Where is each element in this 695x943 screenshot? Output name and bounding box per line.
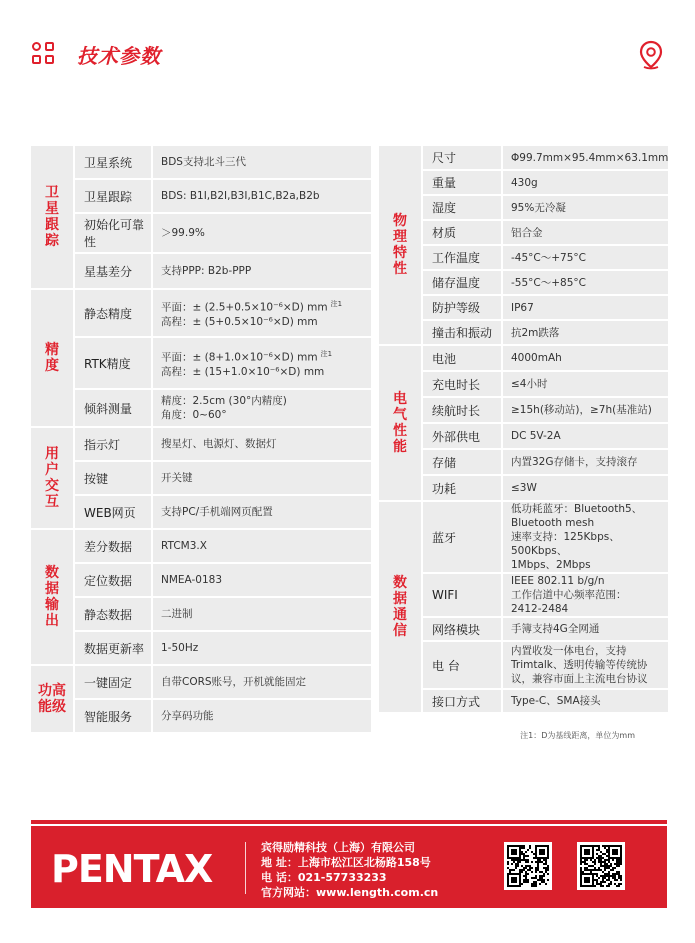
spec-label-text: 外部供电 — [432, 429, 481, 444]
company-phone: 电 话：021-57733233 — [261, 871, 387, 884]
spec-label-text: 按键 — [84, 471, 109, 486]
spec-value — [503, 196, 670, 221]
spec-label — [75, 496, 153, 530]
spec-value-line: 2412-2484 — [511, 603, 569, 615]
spec-value-line: 1Mbps、2Mbps — [511, 559, 591, 571]
spec-value — [503, 321, 670, 346]
spec-label — [423, 476, 503, 502]
spec-row — [379, 574, 670, 618]
spec-value-line: 搜星灯、电源灯、数据灯 — [161, 438, 277, 450]
spec-value-line: NMEA-0183 — [161, 574, 223, 586]
spec-label-text: 电池 — [432, 351, 457, 366]
spec-value — [153, 254, 373, 290]
category-label: 卫星跟踪 — [31, 146, 75, 290]
spec-row — [379, 246, 670, 271]
spec-value-line: -45°C～+75°C — [511, 251, 586, 264]
category-label: 用户交互 — [31, 428, 75, 530]
spec-row — [379, 146, 670, 171]
spec-value — [503, 246, 670, 271]
spec-value — [153, 700, 373, 734]
spec-value — [503, 502, 670, 574]
spec-label — [423, 321, 503, 346]
spec-label — [423, 424, 503, 450]
spec-label-text: 撞击和振动 — [432, 326, 493, 340]
spec-value-line: -55°C～+85°C — [511, 276, 586, 289]
spec-label — [423, 246, 503, 271]
spec-label — [423, 146, 503, 171]
spec-value-line: 二进制 — [161, 608, 193, 620]
spec-row — [379, 321, 670, 346]
spec-value-line: 铝合金 — [511, 226, 543, 239]
location-pin-icon — [638, 40, 664, 70]
spec-label-text: 续航时长 — [432, 403, 481, 418]
spec-label — [423, 221, 503, 246]
spec-value-line: BDS支持北斗三代 — [161, 156, 246, 168]
spec-value-line: 角度：0~60° — [161, 409, 227, 421]
spec-row — [31, 428, 373, 462]
spec-row — [379, 618, 670, 642]
spec-label-text: 智能服务 — [84, 709, 133, 724]
spec-row — [31, 254, 373, 290]
spec-value-line: Type-C、SMA接头 — [511, 695, 601, 707]
spec-value — [153, 214, 373, 254]
spec-row — [31, 598, 373, 632]
spec-label-text: 存储 — [432, 455, 457, 470]
spec-value — [503, 476, 670, 502]
spec-value — [153, 496, 373, 530]
spec-label — [423, 171, 503, 196]
spec-row — [31, 214, 373, 254]
spec-value-line: 精度：2.5cm (30°内精度) — [161, 395, 287, 407]
spec-label-text: 差分数据 — [84, 539, 133, 554]
spec-label — [423, 372, 503, 398]
spec-value — [153, 428, 373, 462]
spec-label-text: 初始化可靠性 — [84, 218, 145, 249]
spec-value — [503, 372, 670, 398]
spec-value-line: 4000mAh — [511, 352, 562, 364]
spec-value — [503, 221, 670, 246]
right-spec-table — [379, 146, 670, 714]
spec-label — [75, 632, 153, 666]
spec-row — [379, 171, 670, 196]
category-label: 精度 — [31, 290, 75, 428]
footer-divider — [245, 842, 246, 894]
company-website[interactable]: 官方网站：www.length.com.cn — [261, 886, 439, 899]
spec-label-text: 材质 — [432, 226, 457, 240]
spec-value — [153, 146, 373, 180]
category-label: 物理特性 — [379, 146, 423, 346]
spec-value — [153, 180, 373, 214]
spec-value — [153, 564, 373, 598]
spec-value — [153, 290, 373, 338]
spec-row — [31, 180, 373, 214]
spec-value-line: 1-50Hz — [161, 642, 199, 654]
company-address: 地 址：上海市松江区北杨路158号 — [261, 856, 431, 869]
spec-label-text: 一键固定 — [84, 675, 133, 690]
spec-value — [503, 146, 670, 171]
spec-value — [153, 390, 373, 428]
spec-label-text: 指示灯 — [84, 437, 121, 452]
spec-value — [503, 618, 670, 642]
spec-row — [31, 700, 373, 734]
spec-value-line: IEEE 802.11 b/g/n — [511, 575, 605, 587]
category-label: 数据输出 — [31, 530, 75, 666]
spec-row — [31, 462, 373, 496]
spec-label-text: 工作温度 — [432, 251, 481, 265]
spec-label-text: 尺寸 — [432, 151, 457, 165]
spec-label — [75, 598, 153, 632]
spec-label-text: WIFI — [432, 588, 458, 602]
spec-label — [75, 564, 153, 598]
spec-label — [75, 666, 153, 700]
spec-label-text: 卫星跟踪 — [84, 189, 133, 204]
spec-value-line: 支持PPP: B2b-PPP — [161, 265, 252, 277]
spec-label-text: 倾斜测量 — [84, 401, 133, 416]
spec-value-line: 低功耗蓝牙：Bluetooth5、 — [511, 503, 643, 515]
spec-label — [423, 502, 503, 574]
spec-row — [31, 530, 373, 564]
spec-row — [379, 346, 670, 372]
spec-value — [503, 424, 670, 450]
spec-row — [379, 502, 670, 574]
spec-label — [423, 642, 503, 690]
spec-value-line: ＞99.9% — [161, 227, 205, 239]
spec-label — [75, 428, 153, 462]
spec-row — [379, 196, 670, 221]
spec-label-text: 湿度 — [432, 201, 457, 215]
spec-value — [503, 296, 670, 321]
spec-value-line: 高程：± (5+0.5×10⁻⁶×D) mm — [161, 315, 318, 328]
spec-label-text: 定位数据 — [84, 573, 133, 588]
spec-value-line: 支持PC/手机端网页配置 — [161, 506, 273, 518]
qr-code-icon[interactable] — [577, 842, 625, 890]
footer-accent-bar — [31, 820, 667, 824]
page-header — [30, 38, 670, 74]
spec-row — [31, 496, 373, 530]
spec-value — [503, 642, 670, 690]
spec-value-line: 内置32G存储卡，支持滚存 — [511, 456, 638, 468]
spec-label — [75, 214, 153, 254]
spec-label-text: 静态数据 — [84, 607, 133, 622]
spec-row — [31, 632, 373, 666]
spec-label — [75, 700, 153, 734]
spec-row — [379, 398, 670, 424]
spec-row — [379, 642, 670, 690]
footnote-marker: 注1 — [320, 350, 333, 359]
spec-label-text: 重量 — [432, 176, 457, 190]
spec-label — [75, 338, 153, 390]
spec-value-line: 自带CORS账号，开机就能固定 — [161, 676, 307, 688]
spec-row — [31, 390, 373, 428]
spec-row — [379, 296, 670, 321]
spec-label-text: 功耗 — [432, 481, 457, 496]
spec-row — [379, 690, 670, 714]
spec-label-text: 静态精度 — [84, 306, 133, 321]
spec-value — [153, 598, 373, 632]
spec-row — [379, 424, 670, 450]
spec-value-line: 速率支持：125Kbps、500Kbps、 — [511, 531, 620, 557]
spec-value-line: Bluetooth mesh — [511, 517, 595, 529]
spec-value — [503, 450, 670, 476]
spec-label-text: 数据更新率 — [84, 641, 145, 656]
spec-value-line: ≤3W — [511, 482, 537, 494]
spec-value — [503, 346, 670, 372]
spec-value — [153, 462, 373, 496]
spec-value-line: IP67 — [511, 301, 534, 314]
spec-label-text: 防护等级 — [432, 301, 481, 315]
spec-label-text: 接口方式 — [432, 694, 481, 709]
spec-value — [153, 666, 373, 700]
spec-label — [75, 180, 153, 214]
company-name: 宾得励精科技（上海）有限公司 — [261, 841, 415, 854]
spec-label-text: RTK精度 — [84, 356, 131, 371]
spec-row — [31, 338, 373, 390]
spec-value-line: 分享码功能 — [161, 710, 214, 722]
spec-label — [75, 462, 153, 496]
category-label: 数据通信 — [379, 502, 423, 714]
spec-row — [379, 476, 670, 502]
spec-value-line: ≤4小时 — [511, 378, 548, 390]
spec-label — [423, 196, 503, 221]
grid-logo-icon — [32, 42, 56, 66]
spec-value-line: 抗2m跌落 — [511, 326, 560, 339]
spec-row — [31, 290, 373, 338]
spec-value-line: 工作信道中心频率范围： — [511, 589, 627, 601]
spec-value-line: 议，兼容市面上主流电台协议 — [511, 673, 648, 685]
spec-label-text: 蓝牙 — [432, 530, 457, 545]
spec-label-text: 充电时长 — [432, 377, 481, 392]
spec-value-line: 内置收发一体电台，支持 — [511, 645, 627, 657]
spec-label — [75, 254, 153, 290]
page-title: 技术参数 — [77, 44, 161, 68]
spec-label — [423, 296, 503, 321]
spec-value — [153, 530, 373, 564]
spec-row — [379, 221, 670, 246]
spec-row — [379, 450, 670, 476]
spec-value-line: ≥15h(移动站)，≥7h(基准站) — [511, 404, 652, 416]
spec-value-line: 手簿支持4G全网通 — [511, 623, 600, 635]
spec-label — [75, 530, 153, 564]
spec-value-line: DC 5V-2A — [511, 430, 561, 442]
spec-label — [423, 450, 503, 476]
spec-value-line: RTCM3.X — [161, 540, 207, 552]
spec-label-text: 网络模块 — [432, 622, 481, 637]
spec-label — [423, 398, 503, 424]
spec-value-line: 高程：± (15+1.0×10⁻⁶×D) mm — [161, 365, 325, 378]
qr-code-icon[interactable] — [504, 842, 552, 890]
spec-label-text: 电 台 — [432, 658, 460, 673]
spec-label — [423, 618, 503, 642]
left-spec-table — [31, 146, 373, 734]
spec-value-line: Φ99.7mm×95.4mm×63.1mm — [511, 151, 669, 164]
spec-value — [153, 632, 373, 666]
spec-value — [503, 690, 670, 714]
spec-row — [31, 564, 373, 598]
spec-label — [75, 146, 153, 180]
footnote-marker: 注1 — [330, 300, 343, 309]
spec-value — [503, 271, 670, 296]
company-info — [261, 840, 438, 900]
footer — [31, 826, 667, 908]
spec-row — [379, 372, 670, 398]
spec-value-line: 平面：± (8+1.0×10⁻⁶×D) mm $^{注1}$ — [161, 350, 333, 364]
spec-label — [75, 290, 153, 338]
spec-label — [423, 690, 503, 714]
spec-label-text: WEB网页 — [84, 505, 136, 520]
spec-row — [31, 146, 373, 180]
spec-row — [379, 271, 670, 296]
spec-label-text: 储存温度 — [432, 276, 481, 290]
category-label: 功高能级 — [31, 666, 75, 734]
spec-value-line: Trimtalk、透明传输等传统协 — [511, 659, 648, 671]
brand-logo: PENTAX — [51, 847, 213, 891]
spec-label — [75, 390, 153, 428]
spec-label-text: 星基差分 — [84, 264, 133, 279]
spec-value-line: 开关键 — [161, 472, 193, 484]
spec-value — [503, 398, 670, 424]
spec-label — [423, 574, 503, 618]
spec-label — [423, 271, 503, 296]
spec-value-line: 95%无冷凝 — [511, 201, 566, 214]
spec-row — [31, 666, 373, 700]
spec-label — [423, 346, 503, 372]
spec-value-line: 430g — [511, 176, 538, 189]
footnote: 注1：D为基线距离，单位为mm — [520, 731, 635, 740]
spec-value — [503, 171, 670, 196]
spec-value — [153, 338, 373, 390]
spec-label-text: 卫星系统 — [84, 155, 133, 170]
spec-value-line: 平面：± (2.5+0.5×10⁻⁶×D) mm $^{注1}$ — [161, 300, 343, 314]
category-label: 电气性能 — [379, 346, 423, 502]
spec-value — [503, 574, 670, 618]
spec-value-line: BDS: B1I,B2I,B3I,B1C,B2a,B2b — [161, 190, 320, 202]
